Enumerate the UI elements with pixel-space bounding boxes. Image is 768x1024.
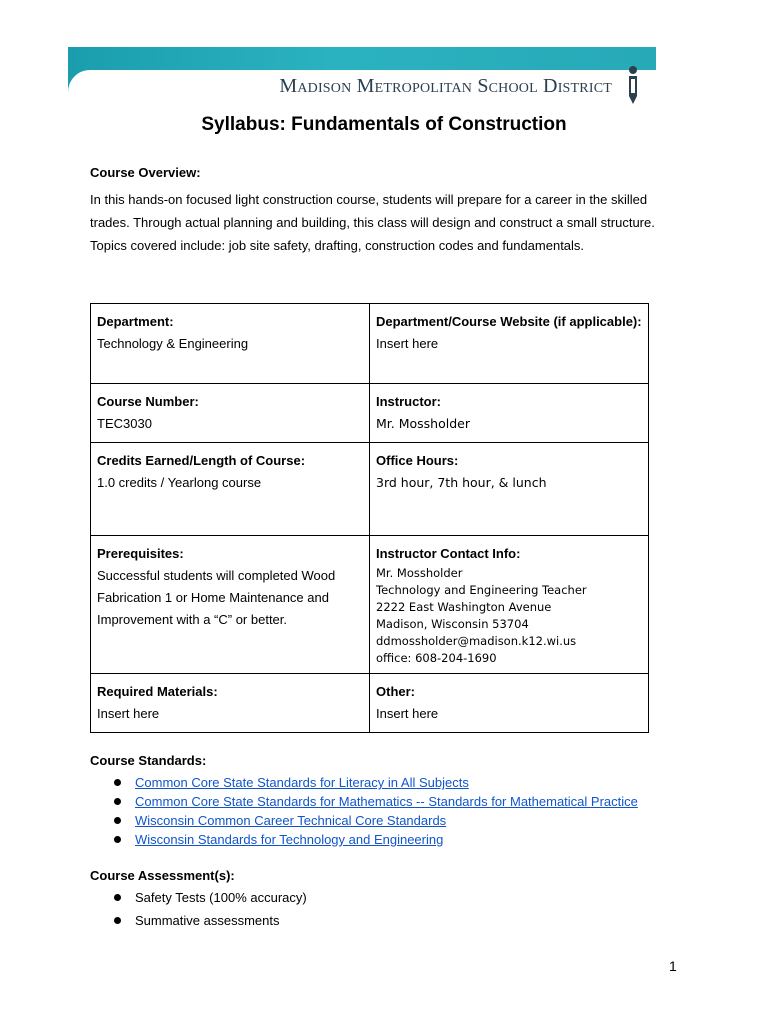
materials-cell xyxy=(91,674,370,733)
materials-value: Insert here xyxy=(97,706,160,721)
list-item xyxy=(90,773,638,792)
contact-cell xyxy=(370,536,649,674)
credits-value: 1.0 credits / Yearlong course xyxy=(97,475,262,490)
prerequisites-label: Prerequisites: xyxy=(97,546,184,561)
prerequisites-value: Successful students will completed Wood Fabrication 1 or Home Maintenance and Improvement with a “C” or better. xyxy=(97,568,336,627)
table-row xyxy=(91,384,649,443)
bullet-icon xyxy=(114,917,121,924)
course-number-label: Course Number: xyxy=(97,394,199,409)
website-label: Department/Course Website (if applicable): xyxy=(376,314,642,329)
credits-label: Credits Earned/Length of Course: xyxy=(97,453,306,468)
assessment-list xyxy=(90,886,307,932)
bullet-icon xyxy=(114,798,121,805)
assessment-heading: Course Assessment(s): xyxy=(90,868,235,883)
department-cell xyxy=(91,304,370,384)
instructor-value: Mr. Mossholder xyxy=(376,416,470,431)
district-banner xyxy=(68,47,656,105)
course-number-cell xyxy=(91,384,370,443)
contact-label: Instructor Contact Info: xyxy=(376,546,521,561)
department-label: Department: xyxy=(97,314,174,329)
madison-i-logo-icon xyxy=(624,65,642,105)
course-number-value: TEC3030 xyxy=(97,416,152,431)
standard-link-technology-engineering[interactable]: Wisconsin Standards for Technology and Engineering xyxy=(135,832,444,847)
bullet-icon xyxy=(114,779,121,786)
course-info-table xyxy=(90,303,649,733)
list-item xyxy=(90,792,638,811)
assessment-item: Summative assessments xyxy=(135,913,280,928)
office-hours-value: 3rd hour, 7th hour, & lunch xyxy=(376,475,547,490)
page-title: Syllabus: Fundamentals of Construction xyxy=(201,114,567,135)
website-cell xyxy=(370,304,649,384)
list-item xyxy=(90,886,307,909)
table-row xyxy=(91,443,649,536)
contact-city: Madison, Wisconsin 53704 xyxy=(376,617,529,631)
bullet-icon xyxy=(114,894,121,901)
instructor-label: Instructor: xyxy=(376,394,441,409)
list-item xyxy=(90,909,307,932)
assessment-item: Safety Tests (100% accuracy) xyxy=(135,890,307,905)
office-hours-label: Office Hours: xyxy=(376,453,459,468)
district-name: Madison Metropolitan School District xyxy=(279,75,612,97)
standard-link-literacy[interactable]: Common Core State Standards for Literacy in All Subjects xyxy=(135,775,469,790)
credits-cell xyxy=(91,443,370,536)
bullet-icon xyxy=(114,817,121,824)
contact-street: 2222 East Washington Avenue xyxy=(376,600,552,614)
standards-heading: Course Standards: xyxy=(90,753,207,768)
standard-link-career-technical[interactable]: Wisconsin Common Career Technical Core Standards xyxy=(135,813,447,828)
table-row xyxy=(91,536,649,674)
overview-heading: Course Overview: xyxy=(90,165,201,180)
table-row xyxy=(91,304,649,384)
website-value: Insert here xyxy=(376,336,439,351)
other-value: Insert here xyxy=(376,706,439,721)
contact-email: ddmossholder@madison.k12.wi.us xyxy=(376,634,577,648)
bullet-icon xyxy=(114,836,121,843)
standards-list xyxy=(90,773,638,849)
department-value: Technology & Engineering xyxy=(97,336,249,351)
overview-text: In this hands-on focused light construction course, students will prepare for a career in the skilled trades. Through actual planning and building, this class will design and construct a small structure. Topics covered include: job site safety, drafting, construction codes and fundamentals. xyxy=(90,192,655,253)
contact-name: Mr. Mossholder xyxy=(376,566,463,580)
contact-title: Technology and Engineering Teacher xyxy=(376,583,587,597)
instructor-cell xyxy=(370,384,649,443)
page-number: 1 xyxy=(669,958,677,974)
contact-phone: office: 608-204-1690 xyxy=(376,651,497,665)
other-label: Other: xyxy=(376,684,415,699)
prerequisites-cell xyxy=(91,536,370,674)
office-hours-cell xyxy=(370,443,649,536)
standard-link-mathematics[interactable]: Common Core State Standards for Mathematics -- Standards for Mathematical Practice xyxy=(135,794,638,809)
list-item xyxy=(90,830,638,849)
list-item xyxy=(90,811,638,830)
other-cell xyxy=(370,674,649,733)
materials-label: Required Materials: xyxy=(97,684,218,699)
table-row xyxy=(91,674,649,733)
